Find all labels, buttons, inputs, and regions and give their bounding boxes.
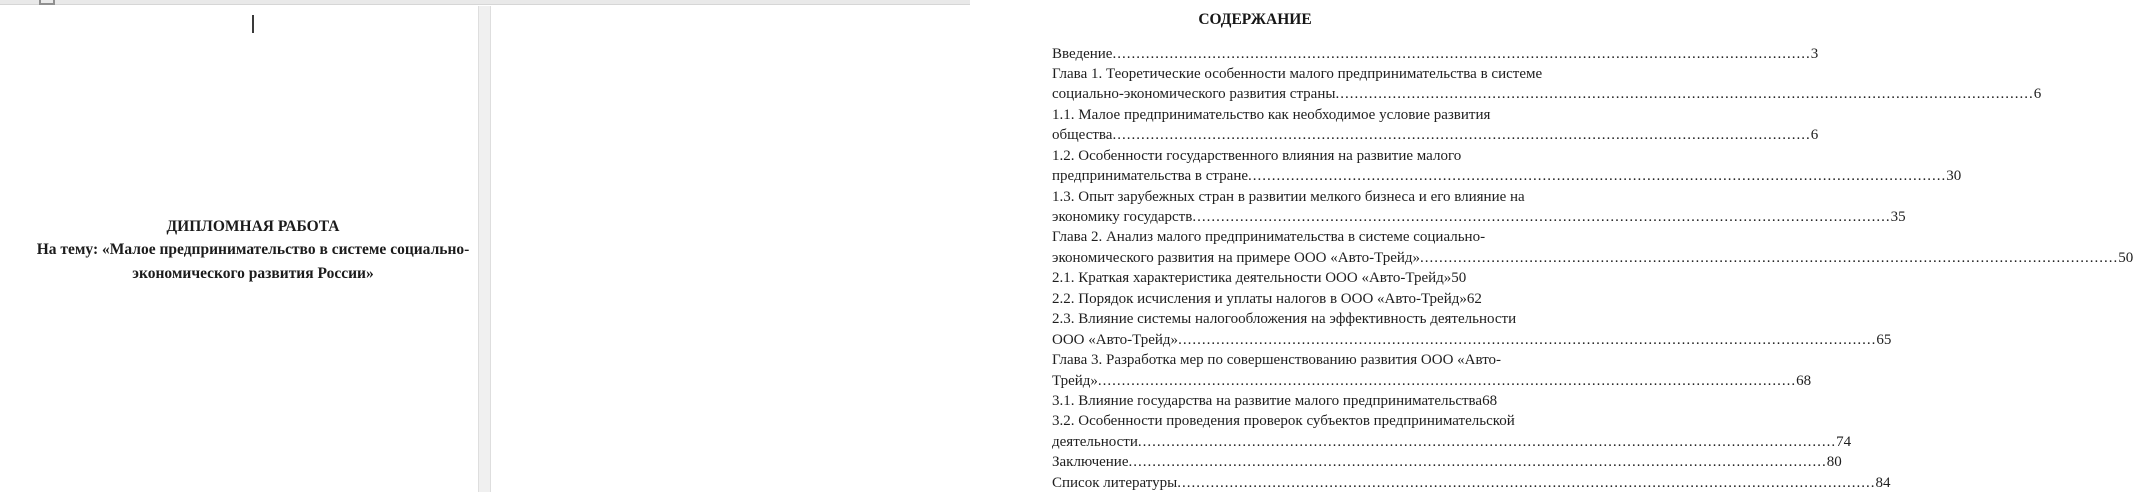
- toc-entry-text: ООО «Авто-Трейд»: [1052, 330, 1178, 350]
- toc-entry-text: 2.1. Краткая характеристика деятельности ООО «Авто-Трейд»: [1052, 268, 1451, 288]
- toc-dot-leader: [1112, 125, 1810, 145]
- toc-dot-leader: [1129, 452, 1827, 472]
- toc-entry-text: Глава 3. Разработка мер по совершенствованию развития ООО «Авто-: [1052, 350, 1501, 370]
- toc-entry-text: деятельности: [1052, 432, 1138, 452]
- toc-page-number: 68: [1482, 391, 1497, 411]
- toc-dot-leader: [1178, 330, 1876, 350]
- toc-entry-line[interactable]: [1052, 227, 1438, 247]
- ribbon-bottom-edge: [0, 0, 970, 5]
- toc-entry-text: 3.1. Влияние государства на развитие малого предпринимательства: [1052, 391, 1482, 411]
- toc-dot-leader: [1192, 207, 1890, 227]
- toc-page-number: 30: [1946, 166, 1961, 186]
- title-block: [28, 215, 478, 285]
- toc-entry-line[interactable]: [1052, 432, 1438, 452]
- toc-page-number: 84: [1875, 473, 1890, 493]
- word-document-view: [0, 0, 970, 492]
- toc-entry-line[interactable]: [1052, 248, 1438, 268]
- document-subtitle-line-2[interactable]: экономического развития России»: [28, 262, 478, 285]
- toc-page-number: 68: [1796, 371, 1811, 391]
- toc-entry-text: 2.2. Порядок исчисления и уплаты налогов в ООО «Авто-Трейд»: [1052, 289, 1467, 309]
- toc-entry-line[interactable]: [1052, 350, 1438, 370]
- toc-entry-text: 1.2. Особенности государственного влияния на развитие малого: [1052, 146, 1461, 166]
- toc-entry-line[interactable]: [1052, 64, 1438, 84]
- toc-page-number: 80: [1827, 452, 1842, 472]
- toc-entry-line[interactable]: [1052, 44, 1438, 64]
- toc-entry-line[interactable]: [1052, 473, 1438, 493]
- toc-dot-leader: [1420, 248, 2118, 268]
- toc-entry-line[interactable]: [1052, 452, 1438, 472]
- toc-page-number: 6: [2034, 84, 2042, 104]
- toc-entry-text: 1.3. Опыт зарубежных стран в развитии мелкого бизнеса и его влияние на: [1052, 187, 1525, 207]
- toc-dot-leader: [1112, 44, 1810, 64]
- toc-entry-text: Заключение: [1052, 452, 1129, 472]
- toc-entry-line[interactable]: [1052, 289, 1438, 309]
- toc-page-number: 62: [1467, 289, 1482, 309]
- toc-entry-line[interactable]: [1052, 187, 1438, 207]
- toc-entry-line[interactable]: [1052, 125, 1438, 145]
- toc-entry-text: общества: [1052, 125, 1112, 145]
- document-subtitle-line-1[interactable]: На тему: «Малое предпринимательство в системе социально-: [28, 238, 478, 261]
- toc-page-number: 74: [1836, 432, 1851, 452]
- toc-page-number: 6: [1811, 125, 1819, 145]
- toc-entry-text: Трейд»: [1052, 371, 1098, 391]
- toc-entry-line[interactable]: [1052, 105, 1438, 125]
- toc-entry-line[interactable]: [1052, 268, 1438, 288]
- toc-page-number: 3: [1811, 44, 1819, 64]
- toc-page-number: 50: [1451, 268, 1466, 288]
- text-cursor: [252, 15, 254, 33]
- toc-heading: СОДЕРЖАНИЕ: [1049, 11, 1461, 29]
- toc-dot-leader: [1138, 432, 1836, 452]
- page-gap-divider: [478, 6, 491, 492]
- toc-dot-leader: [1335, 84, 2033, 104]
- toc-entry-text: Глава 2. Анализ малого предпринимательства в системе социально-: [1052, 227, 1485, 247]
- toc-entry-line[interactable]: [1052, 207, 1438, 227]
- toc-entry-text: Глава 1. Теоретические особенности малого предпринимательства в системе: [1052, 64, 1542, 84]
- toc-entry-line[interactable]: [1052, 391, 1438, 411]
- document-title[interactable]: ДИПЛОМНАЯ РАБОТА: [28, 215, 478, 238]
- toc-entry-line[interactable]: [1052, 309, 1438, 329]
- toc-dot-leader: [1098, 371, 1796, 391]
- toc-page-number: 35: [1891, 207, 1906, 227]
- toc-list: [1052, 44, 1438, 493]
- toc-page-number: 50: [2118, 248, 2133, 268]
- toc-entry-text: 2.3. Влияние системы налогообложения на эффективность деятельности: [1052, 309, 1516, 329]
- title-page[interactable]: [0, 6, 478, 492]
- toc-dot-leader: [1248, 166, 1946, 186]
- toc-entry-line[interactable]: [1052, 371, 1438, 391]
- toc-entry-text: 1.1. Малое предпринимательство как необходимое условие развития: [1052, 105, 1490, 125]
- toc-entry-text: предпринимательства в стране: [1052, 166, 1248, 186]
- toc-entry-line[interactable]: [1052, 146, 1438, 166]
- toc-entry-text: экономического развития на примере ООО «Авто-Трейд»: [1052, 248, 1420, 268]
- toc-entry-text: Введение: [1052, 44, 1112, 64]
- toc-entry-text: Список литературы: [1052, 473, 1177, 493]
- toc-entry-line[interactable]: [1052, 330, 1438, 350]
- toc-page-number: 65: [1876, 330, 1891, 350]
- toc-entry-line[interactable]: [1052, 166, 1438, 186]
- ribbon-fragment-icon: [39, 0, 55, 5]
- toc-dot-leader: [1177, 473, 1875, 493]
- toc-entry-line[interactable]: [1052, 411, 1438, 431]
- toc-entry-line[interactable]: [1052, 84, 1438, 104]
- toc-entry-text: 3.2. Особенности проведения проверок субъектов предпринимательской: [1052, 411, 1515, 431]
- contents-page[interactable]: [491, 6, 970, 492]
- toc-entry-text: экономику государств: [1052, 207, 1192, 227]
- toc-entry-text: социально-экономического развития страны: [1052, 84, 1335, 104]
